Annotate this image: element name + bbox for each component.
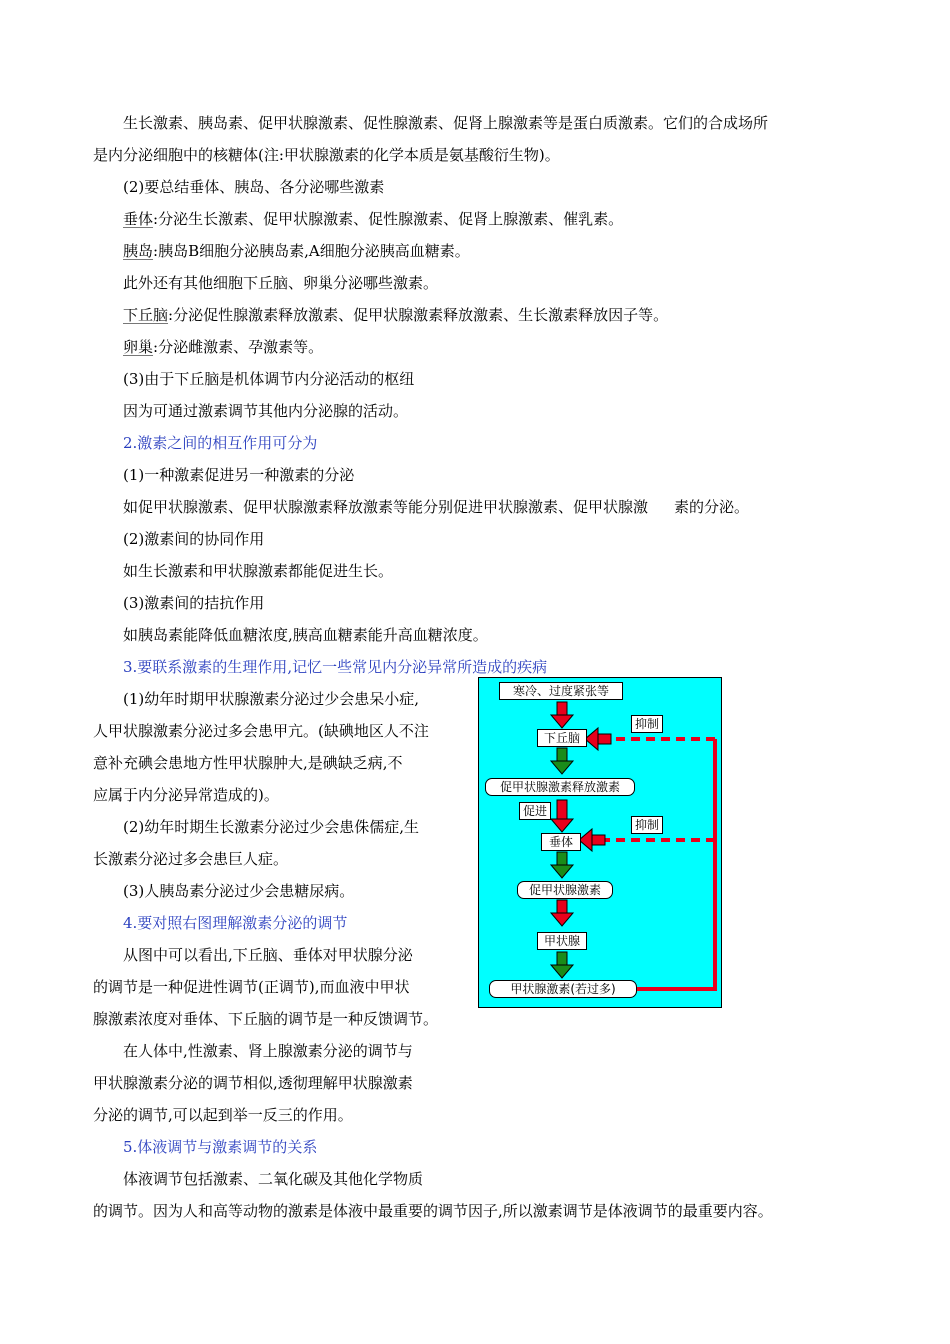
arrow-down-red-3 <box>551 900 573 926</box>
term-desc: :分泌促性腺激素释放激素、促甲状腺激素释放激素、生长激素释放因子等。 <box>168 306 669 324</box>
label-inhibit-lower: 抑制 <box>631 816 663 834</box>
paragraph: 意补充碘会患地方性甲状腺肿大,是碘缺乏病,不 <box>93 754 403 772</box>
paragraph <box>123 497 749 517</box>
node-pituitary: 垂体 <box>541 833 581 851</box>
paragraph: 生长激素、胰岛素、促甲状腺激素、促性腺激素、促肾上腺激素等是蛋白质激素。它们的合成场所 <box>123 114 769 132</box>
paragraph: 因为可通过激素调节其他内分泌腺的活动。 <box>123 402 409 420</box>
node-thyroid: 甲状腺 <box>537 932 587 950</box>
sub-heading: (3)激素间的拮抗作用 <box>123 594 265 612</box>
node-thyroid-hormone: 甲状腺激素(若过多) <box>489 980 637 998</box>
paragraph <box>123 241 470 261</box>
paragraph: 腺激素浓度对垂体、下丘脑的调节是一种反馈调节。 <box>93 1010 439 1028</box>
paragraph: 的调节。因为人和高等动物的激素是体液中最重要的调节因子,所以激素调节是体液调节的最重要内容。 <box>93 1202 773 1220</box>
text-segment: 素的分泌。 <box>674 498 750 516</box>
paragraph: 从图中可以看出,下丘脑、垂体对甲状腺分泌 <box>123 946 413 964</box>
paragraph: 甲状腺激素分泌的调节相似,透彻理解甲状腺激素 <box>93 1074 413 1092</box>
term-desc: :分泌生长激素、促甲状腺激素、促性腺激素、促肾上腺激素、催乳素。 <box>153 210 624 228</box>
term-yidao: 胰岛 <box>123 242 154 260</box>
paragraph: 如胰岛素能降低血糖浓度,胰高血糖素能升高血糖浓度。 <box>123 626 488 644</box>
paragraph <box>123 209 623 229</box>
paragraph: 分泌的调节,可以起到举一反三的作用。 <box>93 1106 353 1124</box>
arrow-down-red-2 <box>551 800 573 832</box>
section-heading: 4.要对照右图理解激素分泌的调节 <box>123 914 348 932</box>
paragraph: 的调节是一种促进性调节(正调节),而血液中甲状 <box>93 978 410 996</box>
sub-heading: (2)要总结垂体、胰岛、各分泌哪些激素 <box>123 178 385 196</box>
label-promote: 促进 <box>519 802 551 820</box>
sub-heading: (2)激素间的协同作用 <box>123 530 265 548</box>
term-desc: :胰岛B细胞分泌胰岛素,A细胞分泌胰高血糖素。 <box>153 242 470 260</box>
paragraph: 长激素分泌过多会患巨人症。 <box>93 850 289 868</box>
arrow-down-green-3 <box>551 952 573 978</box>
section-heading: 2.激素之间的相互作用可分为 <box>123 434 318 452</box>
arrow-down-green-2 <box>551 852 573 878</box>
node-hypothalamus: 下丘脑 <box>537 729 587 747</box>
paragraph: 体液调节包括激素、二氧化碳及其他化学物质 <box>123 1170 424 1188</box>
paragraph: (1)幼年时期甲状腺激素分泌过少会患呆小症, <box>123 690 420 708</box>
term-luanchao: 卵巢 <box>123 338 154 356</box>
term-chuiti: 垂体 <box>123 210 154 228</box>
feedback-line <box>637 739 715 989</box>
term-desc: :分泌雌激素、孕激素等。 <box>153 338 324 356</box>
sub-heading: (1)一种激素促进另一种激素的分泌 <box>123 466 355 484</box>
paragraph: (2)幼年时期生长激素分泌过少会患侏儒症,生 <box>123 818 420 836</box>
paragraph: 应属于内分泌异常造成的)。 <box>93 786 279 804</box>
sub-heading: (3)由于下丘脑是机体调节内分泌活动的枢纽 <box>123 370 415 388</box>
text-segment: 如促甲状腺激素、促甲状腺激素释放激素等能分别促进甲状腺激素、促甲状腺激 <box>123 498 649 516</box>
arrow-down-red-1 <box>551 702 573 728</box>
paragraph: (3)人胰岛素分泌过少会患糖尿病。 <box>123 882 355 900</box>
diagram-connectors <box>479 678 723 1009</box>
label-inhibit-upper: 抑制 <box>631 715 663 733</box>
paragraph: 如生长激素和甲状腺激素都能促进生长。 <box>123 562 394 580</box>
section-heading: 3.要联系激素的生理作用,记忆一些常见内分泌异常所造成的疾病 <box>123 658 548 676</box>
paragraph: 是内分泌细胞中的核糖体(注:甲状腺激素的化学本质是氨基酸衍生物)。 <box>93 146 560 164</box>
node-cold-stress: 寒冷、过度紧张等 <box>499 682 623 700</box>
paragraph <box>123 305 668 325</box>
node-trh: 促甲状腺激素释放激素 <box>485 778 635 796</box>
inhibit-arrowhead-upper <box>585 728 611 750</box>
paragraph: 人甲状腺激素分泌过多会患甲亢。(缺碘地区人不注 <box>93 722 429 740</box>
paragraph <box>123 337 323 357</box>
term-xiaqiunao: 下丘脑 <box>123 306 169 324</box>
paragraph: 此外还有其他细胞下丘脑、卵巢分泌哪些激素。 <box>123 274 439 292</box>
paragraph: 在人体中,性激素、肾上腺激素分泌的调节与 <box>123 1042 413 1060</box>
inhibit-arrowhead-lower <box>579 829 605 851</box>
thyroid-regulation-diagram <box>478 677 722 1008</box>
node-tsh: 促甲状腺激素 <box>517 881 613 899</box>
section-heading: 5.体液调节与激素调节的关系 <box>123 1138 318 1156</box>
arrow-down-green-1 <box>551 748 573 774</box>
